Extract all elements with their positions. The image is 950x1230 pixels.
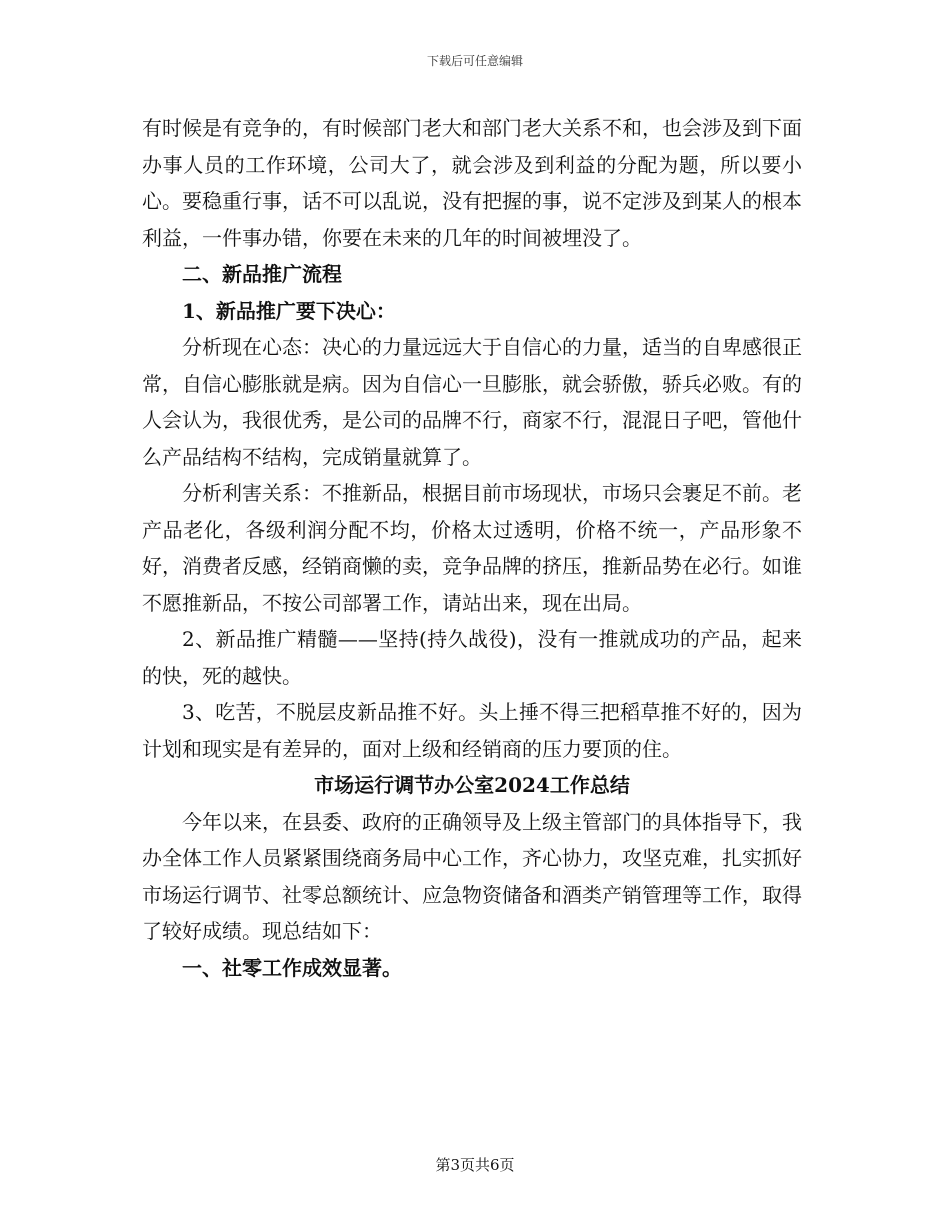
paragraph-persistence: 2、新品推广精髓——坚持(持久战役)，没有一推就成功的产品，起来的快，死的越快。: [142, 627, 802, 688]
section-heading-retail: 一、社零工作成效显著。: [182, 955, 402, 980]
page-footer: 第3页共6页: [435, 1156, 515, 1174]
subheading-determination: 1、新品推广要下决心：: [182, 298, 396, 323]
paragraph-hardship: 3、吃苦，不脱层皮新品推不好。头上捶不得三把稻草推不好的，因为计划和现实是有差异的，面对上级和经销商的压力要顶的住。: [142, 700, 802, 761]
page-header: 下载后可任意编辑: [426, 54, 523, 68]
document-title: 市场运行调节办公室2024工作总结: [314, 773, 630, 797]
document-body: [142, 110, 802, 986]
paragraph-mindset: 分析现在心态：决心的力量远远大于自信心的力量，适当的自卑感很正常，自信心膨胀就是病。因为自信心一旦膨胀，就会骄傲，骄兵必败。有的人会认为，我很优秀，是公司的品牌不行，商家不行，混混日子吧，管他什么产品结构不结构，完成销量就算了。: [142, 335, 802, 469]
paragraph-competition: 有时候是有竞争的，有时候部门老大和部门老大关系不和，也会涉及到下面办事人员的工作环境，公司大了，就会涉及到利益的分配为题，所以要小心。要稳重行事，话不可以乱说，没有把握的事，说不定涉及到某人的根本利益，一件事办错，你要在未来的几年的时间被埋没了。: [142, 116, 802, 250]
section-heading-new-product: 二、新品推广流程: [182, 262, 342, 286]
paragraph-interests: 分析利害关系：不推新品，根据目前市场现状，市场只会裹足不前。老产品老化，各级利润分配不均，价格太过透明，价格不统一，产品形象不好，消费者反感，经销商懒的卖，竞争品牌的挤压，推新品势在必行。如谁不愿推新品，不按公司部署工作，请站出来，现在出局。: [142, 481, 802, 615]
paragraph-summary-intro: 今年以来，在县委、政府的正确领导及上级主管部门的具体指导下，我办全体工作人员紧紧围绕商务局中心工作，齐心协力，攻坚克难，扎实抓好市场运行调节、社零总额统计、应急物资储备和酒类产销管理等工作，取得了较好成绩。现总结如下：: [142, 809, 802, 943]
